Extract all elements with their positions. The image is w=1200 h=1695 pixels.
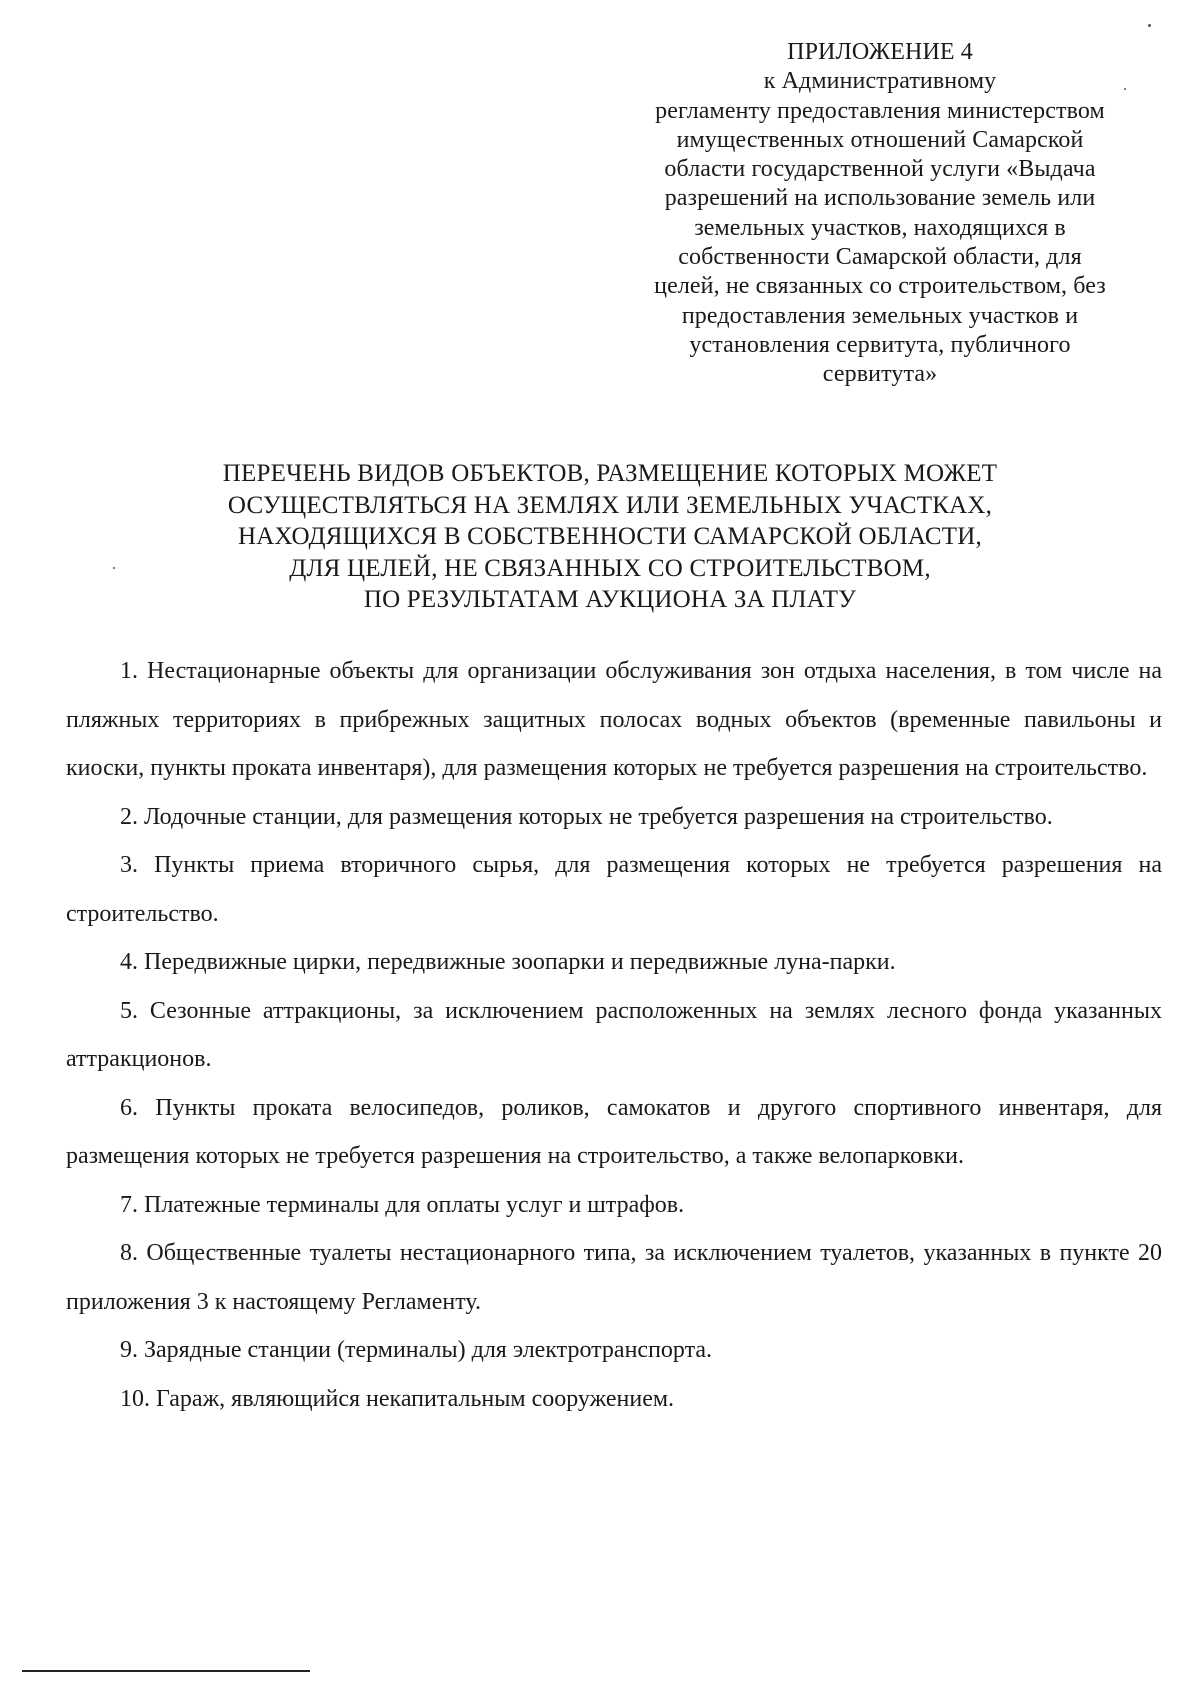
title-line: НАХОДЯЩИХСЯ В СОБСТВЕННОСТИ САМАРСКОЙ ОБЛАСТИ, (238, 523, 982, 550)
footnote-separator-line (22, 1670, 310, 1672)
appendix-line: собственности Самарской области, для (678, 244, 1082, 271)
list-item-text: 2. Лодочные станции, для размещения которых не требуется разрешения на строительство. (120, 803, 1053, 830)
list-item-text: 10. Гараж, являющийся некапитальным сооружением. (120, 1385, 675, 1412)
object-list (66, 647, 1162, 1423)
appendix-line: имущественных отношений Самарской (676, 126, 1084, 153)
list-item-text: 5. Сезонные аттракционы, за исключением расположенных на землях лесного фонда указанных аттракционов. (66, 997, 1162, 1072)
list-item (66, 987, 1162, 1084)
appendix-line: регламенту предоставления министерством (655, 97, 1105, 124)
list-item (66, 1375, 1162, 1424)
list-item-text: 7. Платежные терминалы для оплаты услуг и штрафов. (120, 1191, 685, 1218)
list-item (66, 1326, 1162, 1375)
list-item (66, 1084, 1162, 1181)
list-item (66, 938, 1162, 987)
list-item-text: 4. Передвижные цирки, передвижные зоопарки и передвижные луна-парки. (120, 949, 896, 975)
list-item (66, 647, 1162, 793)
appendix-header (620, 38, 1140, 390)
list-item-text: 1. Нестационарные объекты для организации обслуживания зон отдыха населения, в том числе на пляжных территориях в прибрежных защитных полосах водных объектов (временные павильоны и киоски, пункты проката инвентаря), для размещения которых не требуется разрешения на строительство. (66, 658, 1162, 781)
list-item-text: 6. Пункты проката велосипедов, роликов, самокатов и другого спортивного инвентаря, для размещения которых не требуется разрешения на строительство, а также велопарковки. (66, 1094, 1162, 1169)
list-item (66, 1229, 1162, 1326)
appendix-line: предоставления земельных участков и (681, 302, 1079, 329)
appendix-line: земельных участков, находящихся в (694, 214, 1066, 241)
appendix-line: установления сервитута, публичного (689, 331, 1071, 358)
appendix-line: сервитута» (822, 361, 938, 388)
document-title (120, 458, 1100, 616)
list-item-text: 9. Зарядные станции (терминалы) для электротранспорта. (120, 1337, 713, 1363)
title-line: ДЛЯ ЦЕЛЕЙ, НЕ СВЯЗАННЫХ СО СТРОИТЕЛЬСТВОМ, (289, 554, 931, 582)
list-item (66, 793, 1162, 842)
scan-speck (1148, 24, 1151, 27)
appendix-line: ПРИЛОЖЕНИЕ 4 (787, 39, 973, 65)
list-item (66, 841, 1162, 938)
list-item-text: 3. Пункты приема вторичного сырья, для размещения которых не требуется разрешения на строительство. (66, 852, 1162, 927)
appendix-line: целей, не связанных со строительством, без (654, 273, 1106, 300)
scan-speck (113, 567, 115, 569)
title-line: ПО РЕЗУЛЬТАТАМ АУКЦИОНА ЗА ПЛАТУ (363, 586, 857, 613)
appendix-line: к Административному (763, 68, 997, 95)
appendix-line: разрешений на использование земель или (664, 185, 1096, 212)
title-line: ОСУЩЕСТВЛЯТЬСЯ НА ЗЕМЛЯХ ИЛИ ЗЕМЕЛЬНЫХ УЧАСТКАХ, (227, 491, 993, 519)
list-item (66, 1181, 1162, 1230)
appendix-line: области государственной услуги «Выдача (664, 156, 1096, 183)
list-item-text: 8. Общественные туалеты нестационарного типа, за исключением туалетов, указанных в пункте 20 приложения 3 к настоящему Регламенту. (66, 1240, 1162, 1315)
title-line: ПЕРЕЧЕНЬ ВИДОВ ОБЪЕКТОВ, РАЗМЕЩЕНИЕ КОТОРЫХ МОЖЕТ (222, 460, 998, 487)
scan-speck (1124, 88, 1126, 90)
